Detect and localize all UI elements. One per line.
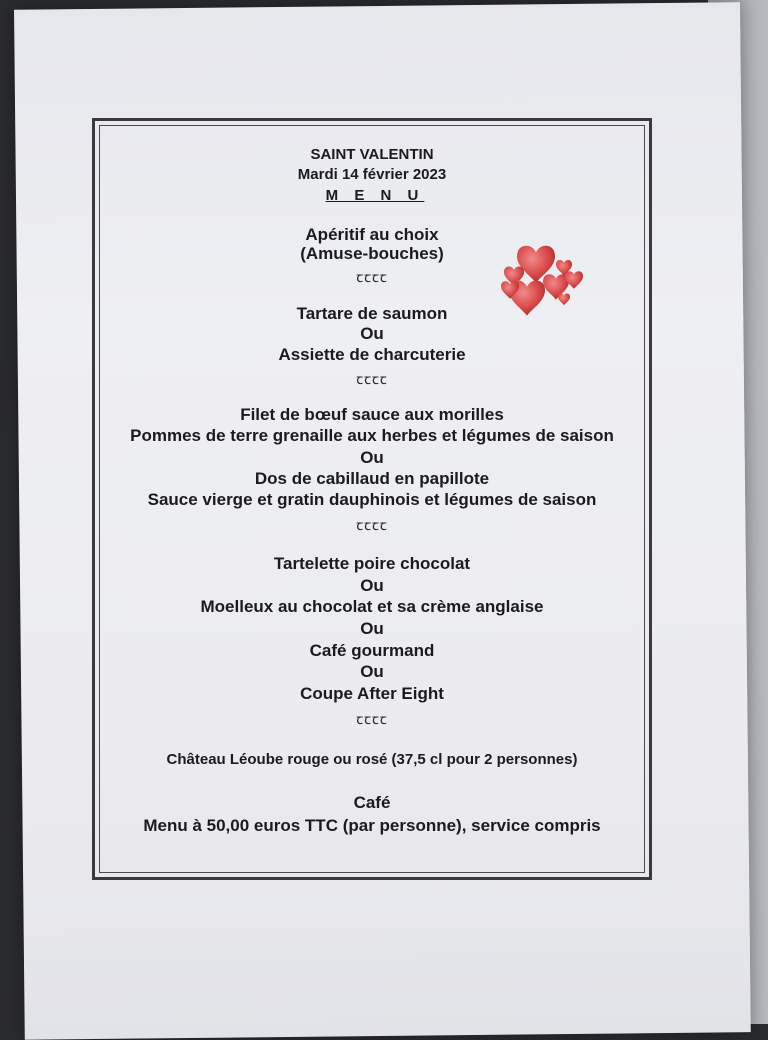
dessert-line-7: Coupe After Eight [300,684,444,703]
main-line-4: Dos de cabillaud en papillote [254,469,490,488]
dessert-line-2: Ou [360,576,384,595]
wine-line: Château Léoube rouge ou rosé (37,5 cl pour 2 personnes) [166,751,578,768]
dessert-line-1: Tartelette poire chocolat [273,554,471,573]
main-line-5: Sauce vierge et gratin dauphinois et légumes de saison [147,490,597,509]
main-line-1: Filet de bœuf sauce aux morilles [240,405,504,424]
aperitif-line-2: (Amuse-bouches) [300,244,444,263]
starter-line-3: Assiette de charcuterie [278,345,466,364]
dessert-line-6: Ou [360,662,384,681]
hearts-icon [494,240,588,320]
course-separator: ꞇꞇꞇꞇ [356,517,388,533]
menu-heading: M E N U [325,187,425,204]
starter-line-1: Tartare de saumon [296,304,448,323]
menu-date: Mardi 14 février 2023 [297,166,447,183]
menu-title: SAINT VALENTIN [310,146,434,163]
dessert-line-3: Moelleux au chocolat et sa crème anglaise [200,597,544,616]
main-line-2: Pommes de terre grenaille aux herbes et légumes de saison [130,426,614,445]
course-separator: ꞇꞇꞇꞇ [356,711,388,727]
dessert-line-5: Café gourmand [309,641,435,660]
dessert-line-4: Ou [360,619,384,638]
course-separator: ꞇꞇꞇꞇ [356,371,388,387]
starter-line-2: Ou [360,324,384,343]
price-line: Menu à 50,00 euros TTC (par personne), service compris [143,816,601,835]
main-line-3: Ou [360,448,384,467]
course-separator: ꞇꞇꞇꞇ [356,269,388,285]
coffee-line: Café [353,793,391,812]
aperitif-line-1: Apéritif au choix [305,225,439,244]
menu-heading-row [92,184,652,207]
